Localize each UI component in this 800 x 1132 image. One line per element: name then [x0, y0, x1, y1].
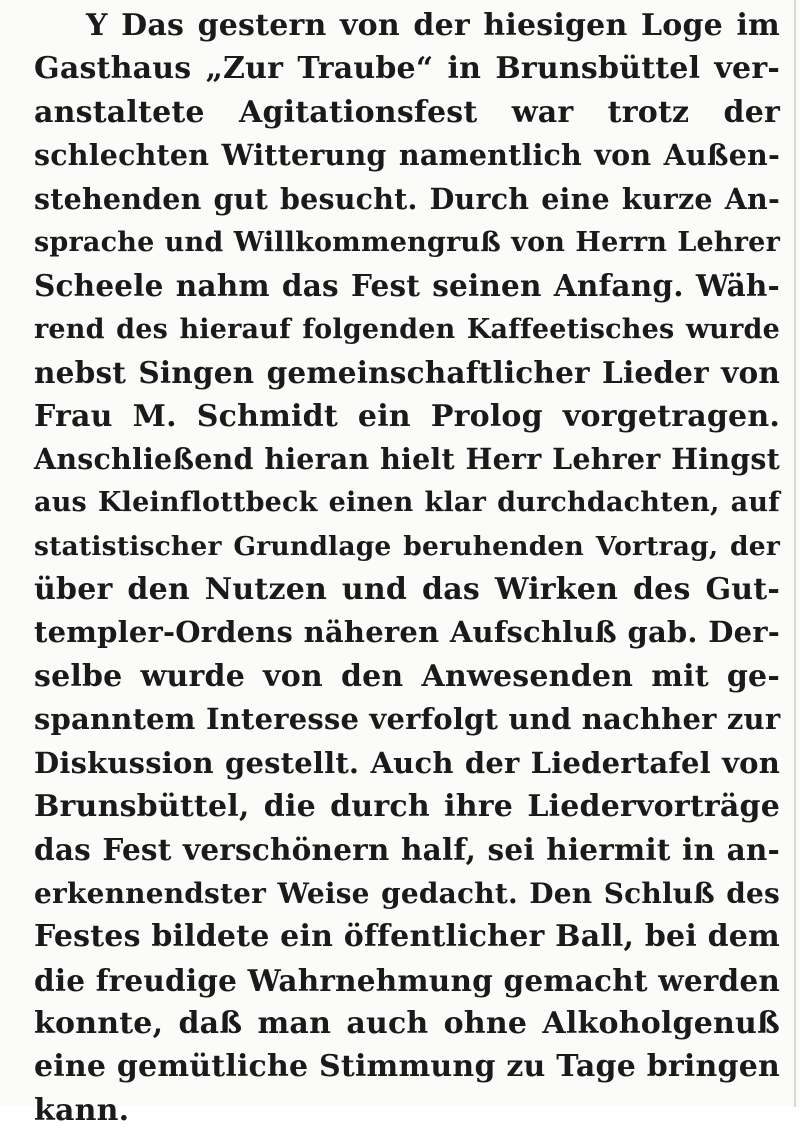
article-line: über den Nutzen und das Wirken des Gut- — [34, 572, 780, 608]
article-line: Brunsbüttel, die durch ihre Liedervorträge — [34, 789, 780, 825]
article-line: das Fest verschönern half, sei hiermit in an- — [34, 832, 780, 868]
article-line: konnte, daß man auch ohne Alkoholgenuß — [34, 1005, 780, 1041]
article-line: templer-Ordens näheren Aufschluß gab. Der- — [34, 615, 780, 650]
article-line: Y Das gestern von der hiesigen Loge im — [86, 8, 780, 43]
article-line: nebst Singen gemeinschaftlicher Lieder von — [34, 355, 780, 391]
article-line: statistischer Grundlage beruhenden Vortrag, der — [34, 530, 780, 562]
article-line: die freudige Wahrnehmung gemacht werden — [34, 962, 780, 998]
article-line: Gasthaus „Zur Traube“ in Brunsbüttel ver- — [34, 51, 780, 87]
article-line: selbe wurde von den Anwesenden mit ge- — [34, 658, 780, 694]
article-line: Scheele nahm das Fest seinen Anfang. Wäh- — [34, 268, 780, 304]
scan-edge-divider — [794, 0, 796, 1107]
article-line: erkennendster Weise gedacht. Den Schluß des — [34, 876, 780, 910]
article-line: Anschließend hieran hielt Herr Lehrer Hingst — [34, 441, 780, 476]
article-line: Frau M. Schmidt ein Prolog vorgetragen. — [34, 398, 780, 434]
article-line: Diskussion gestellt. Auch der Liedertafel von — [34, 745, 780, 780]
article-line: rend des hierauf folgenden Kaffeetisches wurde — [34, 313, 780, 345]
article-line: kann. — [34, 1092, 130, 1128]
article-line: eine gemütliche Stimmung zu Tage bringen — [34, 1049, 780, 1085]
article-line: spanntem Interesse verfolgt und nachher zur — [34, 702, 781, 737]
article-line: Festes bildete ein öffentlicher Ball, bei dem — [34, 919, 780, 955]
article-line: sprache und Willkommengruß von Herrn Lehrer — [34, 226, 780, 258]
article-text — [34, 4, 780, 1132]
article-line: schlechten Witterung namentlich von Außen- — [34, 138, 780, 173]
article-line: aus Kleinflottbeck einen klar durchdachten, auf — [34, 487, 780, 519]
article-line: anstaltete Agitationsfest war trotz der — [34, 94, 780, 130]
article-line: stehenden gut besucht. Durch eine kurze An- — [34, 181, 780, 216]
